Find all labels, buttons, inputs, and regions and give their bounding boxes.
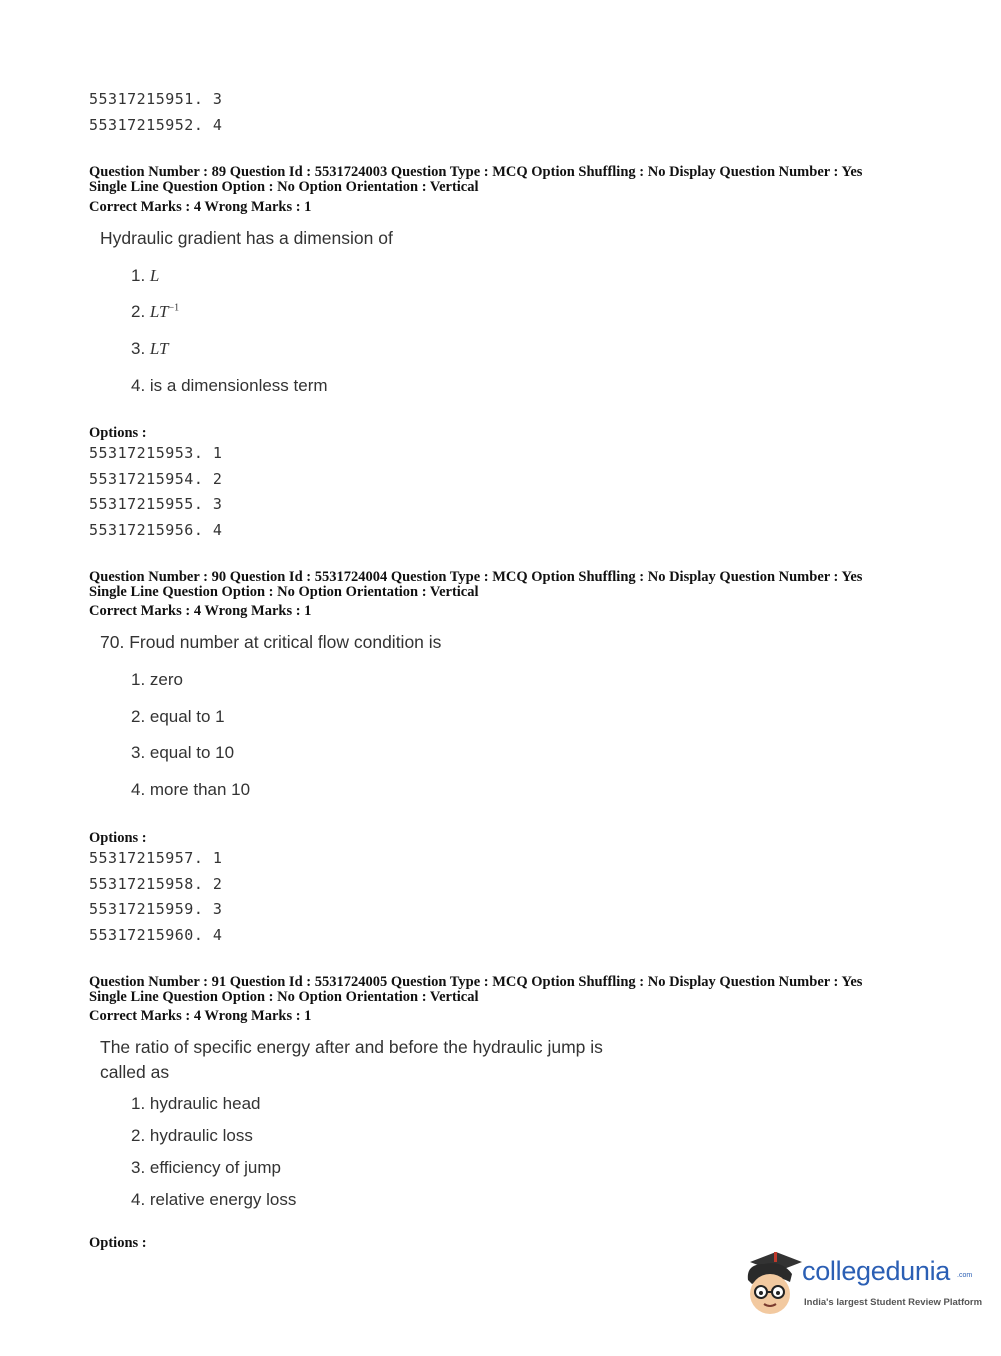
question-text-line2: called as [100, 1062, 170, 1082]
options-label: Options : [89, 830, 147, 846]
math-expression: L [149, 266, 160, 285]
marks-line: Correct Marks : 4 Wrong Marks : 1 [89, 199, 312, 215]
question-meta: Question Number : 90 Question Id : 5531724004 Question Type : MCQ Option Shuffling : No Display Question Number : Yes [89, 569, 863, 585]
option-line: 55317215958. 2 [89, 875, 223, 893]
question-meta: Question Number : 91 Question Id : 5531724005 Question Type : MCQ Option Shuffling : No Display Question Number : Yes [89, 974, 863, 990]
question-meta-line2: Single Line Question Option : No Option Orientation : Vertical [89, 584, 479, 600]
collegedunia-logo [742, 1250, 983, 1320]
marks-line: Correct Marks : 4 Wrong Marks : 1 [89, 603, 312, 619]
math-expression: LT [149, 302, 169, 321]
choice-number: 3. [131, 339, 146, 358]
mascot-icon [742, 1250, 804, 1320]
option-line: 55317215951. 3 [89, 90, 223, 108]
option-line: 55317215959. 3 [89, 900, 223, 918]
logo-suffix: .com [957, 1272, 973, 1279]
question-text: 70. Froud number at critical flow condition is [100, 632, 442, 652]
choice-3: 3. equal to 10 [131, 743, 235, 762]
logo-wordmark: collegedunia [802, 1256, 951, 1286]
options-label: Options : [89, 1235, 147, 1251]
question-meta: Question Number : 89 Question Id : 5531724003 Question Type : MCQ Option Shuffling : No Display Question Number : Yes [89, 164, 863, 180]
option-line: 55317215954. 2 [89, 470, 223, 488]
question-text: Hydraulic gradient has a dimension of [100, 228, 393, 248]
choice-2: 2. equal to 1 [131, 707, 225, 726]
option-line: 55317215955. 3 [89, 495, 223, 513]
math-superscript: −1 [168, 302, 180, 314]
choice-4: 4. more than 10 [131, 780, 251, 799]
options-label: Options : [89, 425, 147, 441]
choice-1 [131, 266, 159, 286]
question-meta-line2: Single Line Question Option : No Option Orientation : Vertical [89, 179, 479, 195]
logo-tagline: India's largest Student Review Platform [804, 1297, 983, 1308]
option-line: 55317215953. 1 [89, 444, 223, 462]
question-text: The ratio of specific energy after and before the hydraulic jump is [100, 1037, 603, 1057]
choice-3 [131, 339, 169, 359]
choice-4: 4. is a dimensionless term [131, 376, 328, 395]
option-line: 55317215960. 4 [89, 926, 223, 944]
question-meta-line2: Single Line Question Option : No Option Orientation : Vertical [89, 989, 479, 1005]
option-line: 55317215956. 4 [89, 521, 223, 539]
choice-3: 3. efficiency of jump [131, 1158, 281, 1177]
choice-1: 1. zero [131, 670, 183, 689]
choice-2 [131, 302, 179, 322]
math-expression: LT [149, 339, 169, 358]
choice-1: 1. hydraulic head [131, 1094, 261, 1113]
option-line: 55317215952. 4 [89, 116, 223, 134]
choice-4: 4. relative energy loss [131, 1190, 297, 1209]
choice-number: 2. [131, 302, 146, 321]
choice-number: 1. [131, 266, 146, 285]
choice-2: 2. hydraulic loss [131, 1126, 253, 1145]
option-line: 55317215957. 1 [89, 849, 223, 867]
marks-line: Correct Marks : 4 Wrong Marks : 1 [89, 1008, 312, 1024]
